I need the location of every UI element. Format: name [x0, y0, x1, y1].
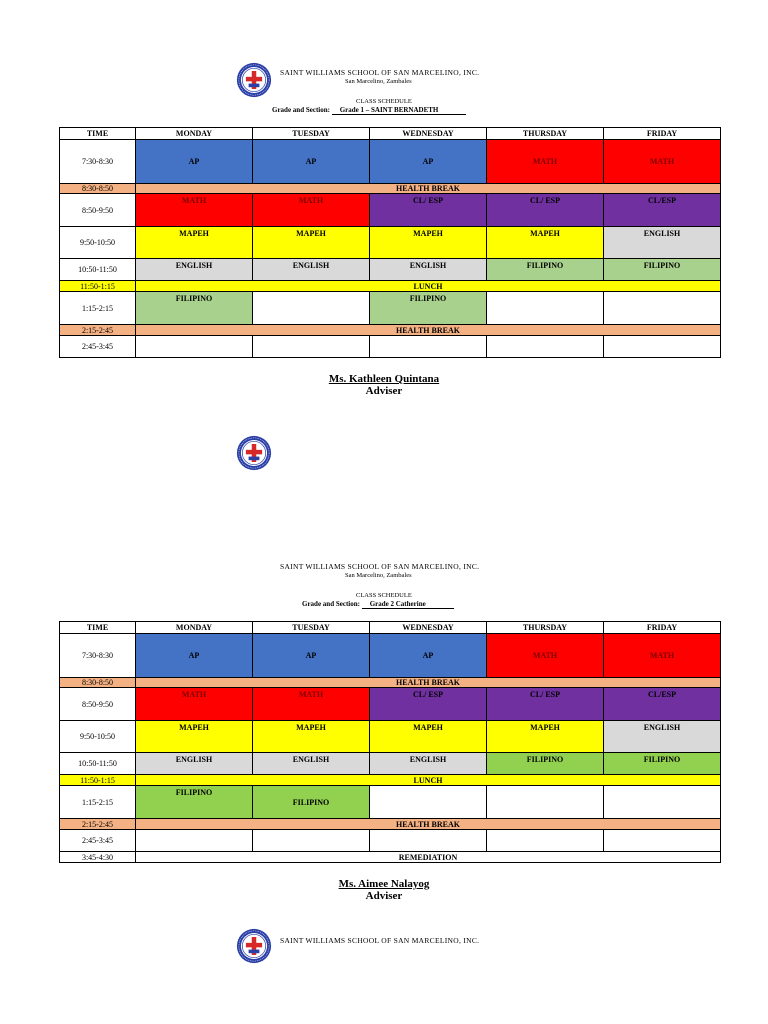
time-cell: 7:30-8:30 [60, 634, 136, 678]
subject-cell: FILIPINO [136, 786, 253, 819]
time-cell: 11:50-1:15 [60, 281, 136, 292]
time-cell: 8:30-8:50 [60, 678, 136, 688]
school-name: SAINT WILLIAMS SCHOOL OF SAN MARCELINO, INC. [280, 562, 480, 571]
time-cell: 1:15-2:15 [60, 786, 136, 819]
school-name: SAINT WILLIAMS SCHOOL OF SAN MARCELINO, INC. [280, 68, 480, 77]
break-cell: HEALTH BREAK [136, 325, 721, 336]
subject-cell: MAPEH [136, 227, 253, 259]
subject-cell: ENGLISH [370, 753, 487, 775]
column-header: MONDAY [136, 128, 253, 140]
adviser-title: Adviser [365, 385, 403, 397]
schedule-row [60, 721, 721, 753]
column-header: WEDNESDAY [370, 128, 487, 140]
time-cell: 10:50-11:50 [60, 259, 136, 281]
subject-cell: CL/ESP [604, 688, 721, 721]
subject-cell: MATH [136, 194, 253, 227]
subject-cell: MATH [487, 634, 604, 678]
time-cell: 8:50-9:50 [60, 688, 136, 721]
subject-cell [487, 830, 604, 852]
subject-cell: MATH [487, 140, 604, 184]
subject-cell [253, 292, 370, 325]
grade-section-row [272, 106, 466, 115]
schedule-row [60, 775, 721, 786]
subject-cell [487, 292, 604, 325]
schedule-row [60, 786, 721, 819]
time-cell: 8:50-9:50 [60, 194, 136, 227]
column-header: FRIDAY [604, 128, 721, 140]
subject-cell: AP [136, 140, 253, 184]
schedule-row [60, 184, 721, 194]
time-cell: 11:50-1:15 [60, 775, 136, 786]
subject-cell [136, 336, 253, 358]
subject-cell: MATH [136, 688, 253, 721]
break-cell: HEALTH BREAK [136, 678, 721, 688]
subject-cell [370, 336, 487, 358]
break-cell: LUNCH [136, 281, 721, 292]
schedule-row [60, 140, 721, 184]
subject-cell: FILIPINO [253, 786, 370, 819]
subject-cell [253, 830, 370, 852]
subject-cell [604, 292, 721, 325]
subject-cell [136, 830, 253, 852]
schedule-row [60, 852, 721, 863]
schedule-row [60, 292, 721, 325]
schedule-row [60, 194, 721, 227]
school-seal-logo [236, 928, 272, 964]
subject-cell: ENGLISH [253, 259, 370, 281]
subject-cell [370, 786, 487, 819]
column-header: TIME [60, 128, 136, 140]
subject-cell [604, 786, 721, 819]
subject-cell [370, 830, 487, 852]
subject-cell: CL/ ESP [370, 194, 487, 227]
schedule-title: CLASS SCHEDULE [356, 98, 412, 105]
schedule-row [60, 634, 721, 678]
break-cell: REMEDIATION [136, 852, 721, 863]
break-cell: HEALTH BREAK [136, 819, 721, 830]
subject-cell: MATH [604, 140, 721, 184]
adviser-name: Ms. Aimee Nalayog [338, 878, 430, 890]
subject-cell: MAPEH [487, 227, 604, 259]
subject-cell: MATH [253, 194, 370, 227]
subject-cell [487, 336, 604, 358]
school-name: SAINT WILLIAMS SCHOOL OF SAN MARCELINO, INC. [280, 936, 480, 945]
adviser-block-1 [0, 373, 768, 397]
adviser-title: Adviser [365, 890, 403, 902]
subject-cell: AP [370, 634, 487, 678]
subject-cell: AP [136, 634, 253, 678]
break-cell: LUNCH [136, 775, 721, 786]
schedule-row [60, 281, 721, 292]
grade-section-value: Grade 2 Catherine [362, 600, 454, 609]
grade-section-row [302, 600, 454, 609]
subject-cell: MAPEH [370, 721, 487, 753]
school-address: San Marcelino, Zambales [345, 572, 412, 579]
schedule-row [60, 259, 721, 281]
school-seal-logo [236, 62, 272, 98]
subject-cell: AP [253, 140, 370, 184]
subject-cell: MATH [604, 634, 721, 678]
column-header: WEDNESDAY [370, 622, 487, 634]
subject-cell [487, 786, 604, 819]
school-address: San Marcelino, Zambales [345, 78, 412, 85]
subject-cell: CL/ESP [604, 194, 721, 227]
schedule-row [60, 688, 721, 721]
grade-section-label: Grade and Section: [302, 600, 360, 608]
column-header: TUESDAY [253, 622, 370, 634]
schedule-row [60, 830, 721, 852]
adviser-block-2 [0, 878, 768, 902]
header-row [60, 622, 721, 634]
time-cell: 10:50-11:50 [60, 753, 136, 775]
subject-cell [604, 336, 721, 358]
column-header: TIME [60, 622, 136, 634]
time-cell: 3:45-4:30 [60, 852, 136, 863]
subject-cell: MAPEH [253, 227, 370, 259]
class-schedule-table-2 [59, 621, 721, 863]
time-cell: 2:15-2:45 [60, 819, 136, 830]
subject-cell: ENGLISH [136, 753, 253, 775]
schedule-row [60, 336, 721, 358]
subject-cell: AP [370, 140, 487, 184]
subject-cell: MATH [253, 688, 370, 721]
grade-section-value: Grade 1 – SAINT BERNADETH [332, 106, 467, 115]
time-cell: 2:45-3:45 [60, 336, 136, 358]
subject-cell: FILIPINO [604, 753, 721, 775]
subject-cell [604, 830, 721, 852]
subject-cell: FILIPINO [136, 292, 253, 325]
subject-cell: ENGLISH [604, 721, 721, 753]
column-header: THURSDAY [487, 622, 604, 634]
break-cell: HEALTH BREAK [136, 184, 721, 194]
time-cell: 7:30-8:30 [60, 140, 136, 184]
time-cell: 8:30-8:50 [60, 184, 136, 194]
schedule-row [60, 325, 721, 336]
column-header: FRIDAY [604, 622, 721, 634]
grade-section-label: Grade and Section: [272, 106, 330, 114]
subject-cell: ENGLISH [136, 259, 253, 281]
subject-cell: AP [253, 634, 370, 678]
column-header: MONDAY [136, 622, 253, 634]
subject-cell: MAPEH [370, 227, 487, 259]
time-cell: 2:15-2:45 [60, 325, 136, 336]
schedule-row [60, 678, 721, 688]
subject-cell: CL/ ESP [487, 688, 604, 721]
class-schedule-table-1 [59, 127, 721, 358]
school-seal-logo [236, 435, 272, 471]
subject-cell: MAPEH [487, 721, 604, 753]
subject-cell: ENGLISH [370, 259, 487, 281]
subject-cell: FILIPINO [487, 259, 604, 281]
subject-cell: ENGLISH [253, 753, 370, 775]
adviser-name: Ms. Kathleen Quintana [328, 373, 440, 385]
subject-cell: FILIPINO [487, 753, 604, 775]
column-header: THURSDAY [487, 128, 604, 140]
time-cell: 9:50-10:50 [60, 721, 136, 753]
subject-cell: CL/ ESP [487, 194, 604, 227]
subject-cell: FILIPINO [604, 259, 721, 281]
time-cell: 1:15-2:15 [60, 292, 136, 325]
subject-cell: MAPEH [253, 721, 370, 753]
column-header: TUESDAY [253, 128, 370, 140]
subject-cell: ENGLISH [604, 227, 721, 259]
schedule-row [60, 753, 721, 775]
schedule-row [60, 819, 721, 830]
schedule-title: CLASS SCHEDULE [356, 592, 412, 599]
subject-cell: FILIPINO [370, 292, 487, 325]
time-cell: 2:45-3:45 [60, 830, 136, 852]
header-row [60, 128, 721, 140]
subject-cell: MAPEH [136, 721, 253, 753]
subject-cell [253, 336, 370, 358]
subject-cell: CL/ ESP [370, 688, 487, 721]
time-cell: 9:50-10:50 [60, 227, 136, 259]
schedule-row [60, 227, 721, 259]
